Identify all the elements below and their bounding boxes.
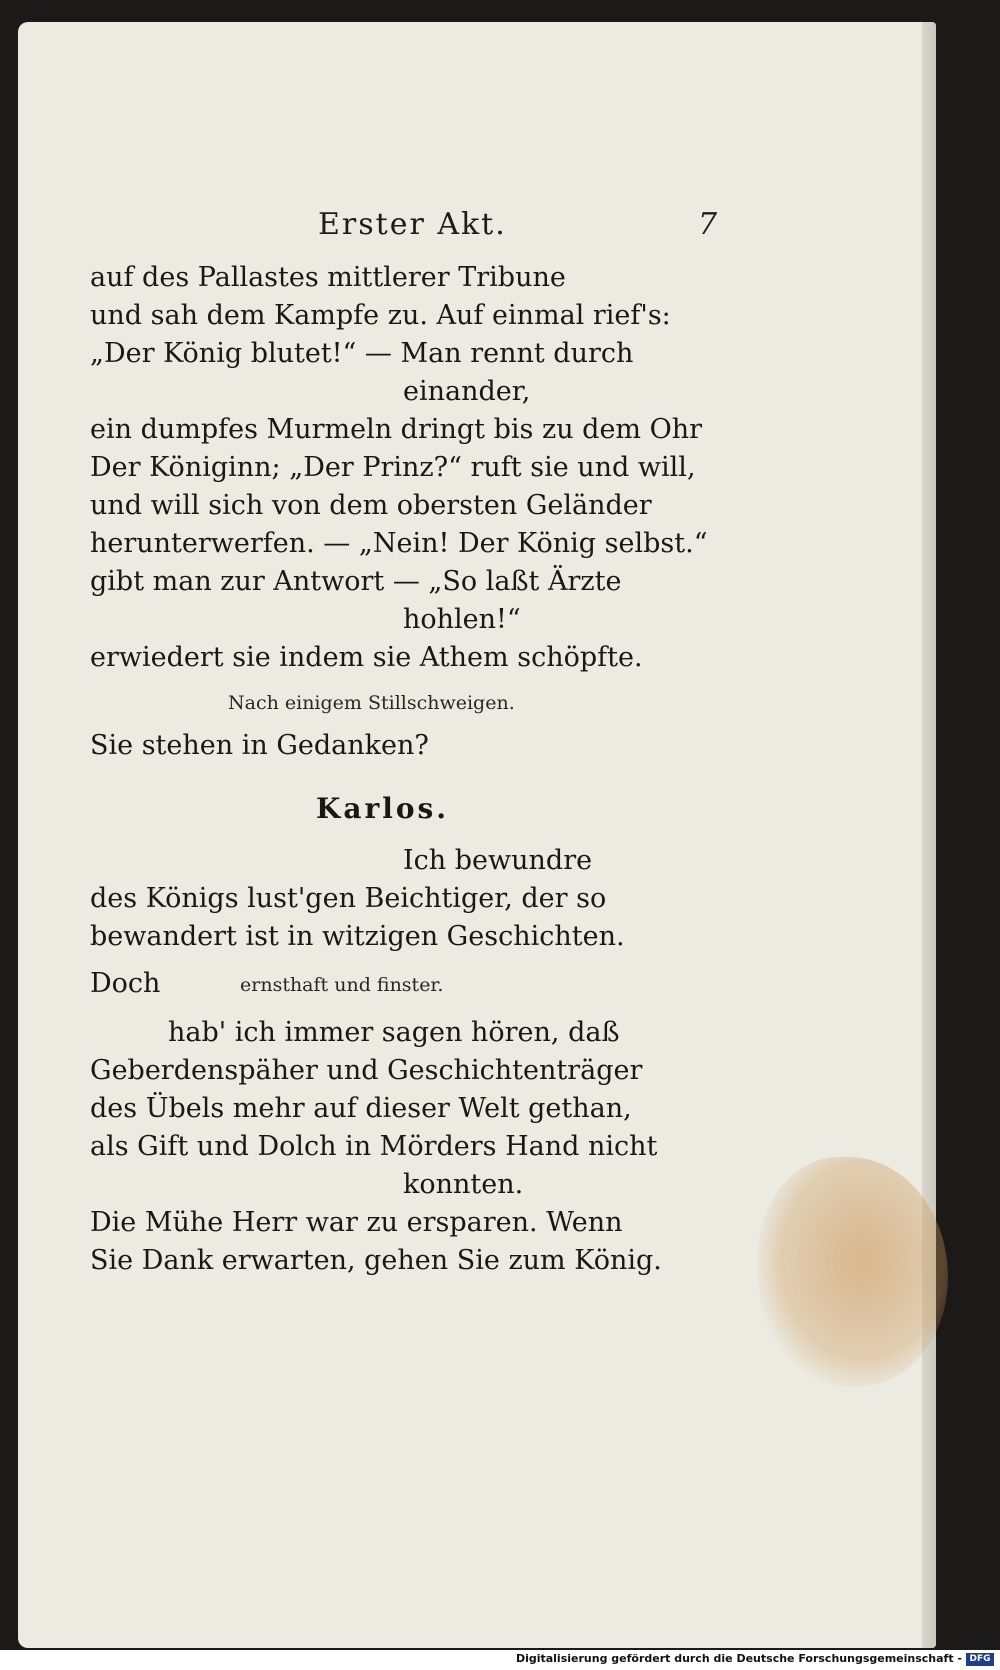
stage-direction: ernsthaft und finster. — [240, 974, 444, 996]
running-head — [18, 207, 936, 257]
text-line: hohlen!“ — [403, 604, 521, 635]
text-line: ein dumpfes Murmeln dringt bis zu dem Ohr — [90, 414, 703, 445]
text-line: und will sich von dem obersten Geländer — [90, 490, 652, 521]
text-line: Der Königinn; „Der Prinz?“ ruft sie und will, — [90, 452, 696, 483]
text-line: Doch — [90, 968, 161, 999]
text-line: herunterwerfen. — „Nein! Der König selbst.“ — [90, 528, 708, 559]
dfg-logo: DFG — [966, 1653, 994, 1666]
text-line: konnten. — [403, 1169, 524, 1200]
text-line: Sie Dank erwarten, gehen Sie zum König. — [90, 1245, 662, 1276]
funding-credit: Digitalisierung gefördert durch die Deutsche Forschungsgemeinschaft - — [515, 1652, 962, 1665]
text-line: Die Mühe Herr war zu ersparen. Wenn — [90, 1207, 623, 1238]
speaker-name: Karlos. — [316, 792, 450, 825]
text-line: und sah dem Kampfe zu. Auf einmal rief's: — [90, 300, 671, 331]
text-line: einander, — [403, 376, 531, 407]
text-line: gibt man zur Antwort — „So laßt Ärzte — [90, 566, 622, 597]
text-line: als Gift und Dolch in Mörders Hand nicht — [90, 1131, 658, 1162]
page-stain — [758, 1157, 948, 1387]
page-edge — [922, 22, 936, 1648]
text-line: Geberdenspäher und Geschichtenträger — [90, 1055, 643, 1086]
text-line: Ich bewundre — [403, 845, 593, 876]
text-line: erwiedert sie indem sie Athem schöpfte. — [90, 642, 643, 673]
text-line: Sie stehen in Gedanken? — [90, 730, 429, 761]
text-line: hab' ich immer sagen hören, daß — [168, 1017, 620, 1048]
text-line: „Der König blutet!“ — Man rennt durch — [90, 338, 634, 369]
stage-direction: Nach einigem Stillschweigen. — [228, 692, 515, 714]
footer-bar — [0, 1650, 1000, 1670]
text-line: des Übels mehr auf dieser Welt gethan, — [90, 1093, 632, 1124]
running-head-title: Erster Akt. — [318, 207, 507, 242]
text-line: des Königs lust'gen Beichtiger, der so — [90, 883, 607, 914]
text-line: bewandert ist in witzigen Geschichten. — [90, 921, 625, 952]
text-line: auf des Pallastes mittlerer Tribune — [90, 262, 566, 293]
page-number: 7 — [698, 207, 718, 242]
book-page — [18, 22, 936, 1648]
